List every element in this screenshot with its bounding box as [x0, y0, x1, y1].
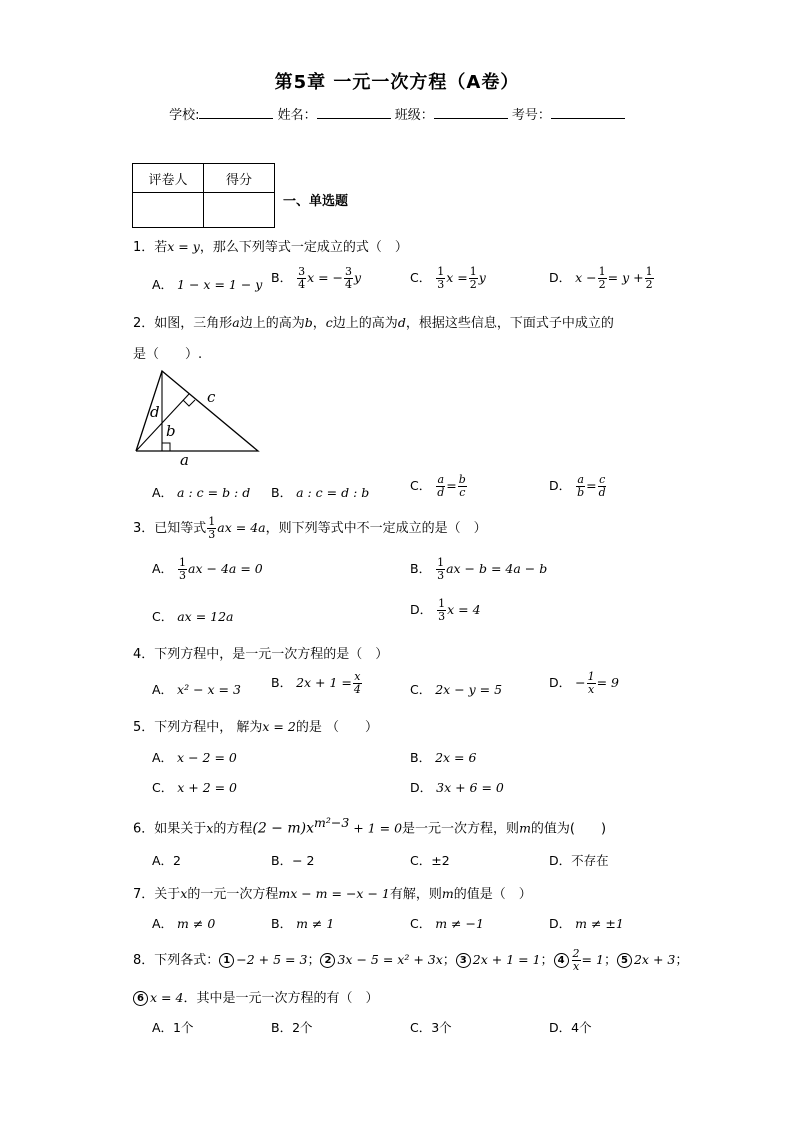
q5-option-b[interactable]: B． 2x = 6 — [410, 750, 477, 765]
right-angle-mark-side — [183, 400, 195, 406]
triangle-figure — [130, 366, 265, 466]
label-c: c — [207, 388, 216, 406]
page-title: 第5章 一元一次方程（A卷） — [274, 72, 520, 93]
question-1-stem: 1．若x = y，那么下列等式一定成立的式（ ） — [133, 239, 408, 255]
score-cell[interactable] — [204, 193, 275, 228]
q2-option-a[interactable]: A． a : c = b : d — [152, 485, 251, 500]
q4-option-b[interactable]: B． 2x + 1 = $\frac{x}{4}$ — [271, 670, 361, 696]
section-title: 一、单选题 — [283, 194, 349, 209]
q3-option-d[interactable]: D． $\frac{1}{3}$ x = 4 — [410, 597, 481, 623]
question-3-stem: 3．已知等式 $\frac{1}{3}$ ax = 4a，则下列等式中不一定成立的是（ ） — [133, 515, 487, 541]
q3-option-c[interactable]: C． ax = 12a — [152, 609, 234, 624]
question-4-stem: 4．下列方程中，是一元一次方程的是（ ） — [133, 647, 389, 662]
q1-option-a[interactable]: A． 1 − x = 1 − y — [152, 277, 263, 292]
score-table — [132, 163, 275, 228]
school-label: 学校: — [169, 108, 200, 123]
q7-option-b[interactable]: B． m ≠ 1 — [271, 916, 335, 931]
grader-cell[interactable] — [133, 193, 204, 228]
question-8-stem-line2: 6 x = 4．其中是一元一次方程的有（ ） — [133, 987, 378, 1006]
q2-option-d[interactable]: D． $\frac{a}{b}$ = $\frac{c}{d}$ — [549, 473, 606, 499]
q6-option-b[interactable]: B．− 2 — [271, 853, 315, 868]
q6-option-c[interactable]: C．±2 — [410, 853, 450, 868]
q4-option-c[interactable]: C． 2x − y = 5 — [410, 682, 503, 697]
score-header: 得分 — [204, 164, 275, 193]
q8-option-d[interactable]: D．4个 — [549, 1020, 592, 1035]
question-7-stem: 7．关于x的一元一次方程mx − m = −x − 1有解，则m的值是（ ） — [133, 886, 532, 902]
q8-option-a[interactable]: A．1个 — [152, 1020, 194, 1035]
q5-option-d[interactable]: D． 3x + 6 = 0 — [410, 780, 504, 795]
q1-option-d[interactable]: D． x − $\frac{1}{2}$ = y + $\frac{1}{2}$ — [549, 265, 653, 291]
q5-option-a[interactable]: A． x − 2 = 0 — [152, 750, 237, 765]
question-5-stem: 5．下列方程中， 解为x = 2的是 （ ） — [133, 719, 378, 735]
question-6-stem: 6．如果关于x的方程$(2 - m)x^{m^2-3} + 1 = 0$是一元一次方程，则m的值为( ) — [133, 815, 607, 837]
exam-no-label: 考号： — [511, 108, 551, 123]
label-d: d — [150, 403, 160, 421]
q4-option-a[interactable]: A． x² − x = 3 — [152, 682, 241, 697]
q3-option-a[interactable]: A． $\frac{1}{3}$ ax − 4a = 0 — [152, 556, 263, 582]
student-info-line — [0, 104, 794, 123]
name-blank[interactable] — [317, 106, 391, 119]
school-blank[interactable] — [199, 106, 273, 119]
question-8-stem-line1: 8．下列各式： 1 −2 + 5 = 3； 2 3x − 5 = x² + 3x； 3 2x + 1 = 1； 4 $\frac{2}{x}$ = 1； 5 2x + 3； — [133, 947, 689, 973]
q1-option-c[interactable]: C． $\frac{1}{3}$ x = $\frac{1}{2}$ y — [410, 265, 486, 291]
class-blank[interactable] — [434, 106, 508, 119]
q4-option-d[interactable]: D． − $\frac{1}{x}$ = 9 — [549, 670, 620, 696]
q7-option-d[interactable]: D． m ≠ ±1 — [549, 916, 624, 931]
question-2-stem-line1: 2．如图，三角形a边上的高为b，c边上的高为d，根据这些信息，下面式子中成立的 — [133, 315, 614, 331]
q5-option-c[interactable]: C． x + 2 = 0 — [152, 780, 238, 795]
grader-header: 评卷人 — [133, 164, 204, 193]
right-angle-mark-base — [162, 443, 170, 451]
q1-option-b[interactable]: B． $\frac{3}{4}$ x = − $\frac{3}{4}$ y — [271, 265, 362, 291]
exam-no-blank[interactable] — [551, 106, 625, 119]
question-2-stem-line2: 是（ ）. — [133, 347, 203, 362]
q6-option-a[interactable]: A．2 — [152, 853, 182, 868]
q8-option-b[interactable]: B．2个 — [271, 1020, 313, 1035]
q2-option-c[interactable]: C． $\frac{a}{d}$ = $\frac{b}{c}$ — [410, 473, 466, 499]
name-label: 姓名： — [277, 108, 317, 123]
q6-option-d[interactable]: D．不存在 — [549, 853, 609, 868]
label-b: b — [166, 422, 176, 440]
q3-option-b[interactable]: B． $\frac{1}{3}$ ax − b = 4a − b — [410, 556, 548, 582]
q7-option-a[interactable]: A． m ≠ 0 — [152, 916, 216, 931]
q2-option-b[interactable]: B． a : c = d : b — [271, 485, 370, 500]
class-label: 班级： — [394, 108, 434, 123]
q7-option-c[interactable]: C． m ≠ −1 — [410, 916, 484, 931]
label-a: a — [180, 451, 189, 466]
q8-option-c[interactable]: C．3个 — [410, 1020, 452, 1035]
